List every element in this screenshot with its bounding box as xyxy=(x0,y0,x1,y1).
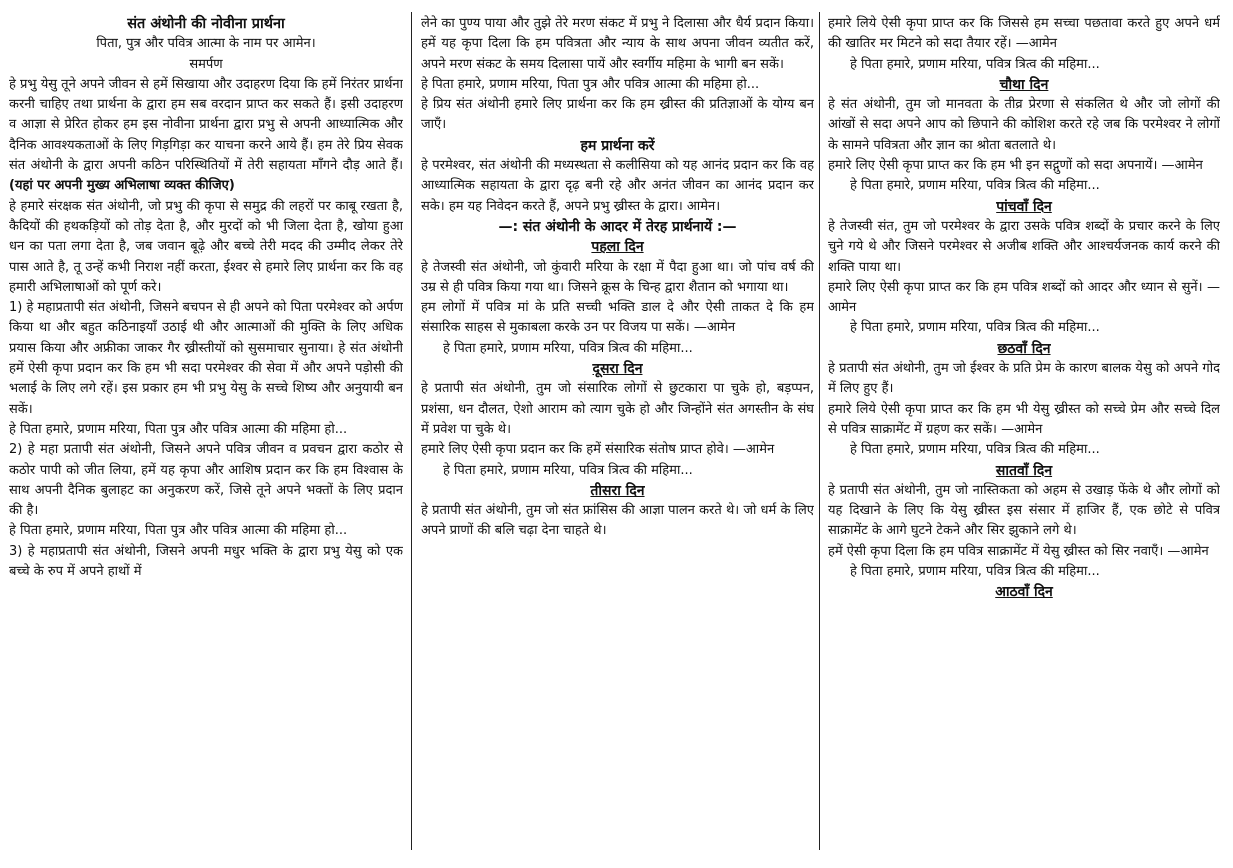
day-2-request: हमारे लिए ऐसी कृपा प्रदान कर कि हमें संसारिक संतोष प्राप्त होवे। —आमेन xyxy=(421,442,775,458)
day-4-refrain: हे पिता हमारे, प्रणाम मरिया, पवित्र त्रित्व की महिमा... xyxy=(850,178,1100,194)
day-4-heading: चौथा दिन xyxy=(999,76,1049,93)
day-3-request: हमारे लिये ऐसी कृपा प्राप्त कर कि जिससे हम सच्चा पछतावा करते हुए अपने धर्म की खातिर मर मिटने को सदा तैयार रहें। —आमेन xyxy=(828,16,1220,52)
column-1 xyxy=(9,14,403,854)
day-1-request: हम लोगों में पवित्र मां के प्रति सच्ची भक्ति डाल दे और ऐसी ताकत दे कि हम संसारिक साहस से मुकाबला करके उन पर विजय पा सकें। —आमेन xyxy=(421,300,814,336)
let-us-pray-heading: हम प्रार्थना करें xyxy=(580,137,655,154)
day-2-heading: दूसरा दिन xyxy=(592,361,643,378)
day-1-heading: पहला दिन xyxy=(591,239,644,256)
day-3-refrain: हे पिता हमारे, प्रणाम मरिया, पवित्र त्रित्व की महिमा... xyxy=(850,56,1100,72)
column-2 xyxy=(421,14,814,854)
day-1-text: हे तेजस्वी संत अंथोनी, जो कुंवारी मरिया के रक्षा में पैदा हुआ था। जो पांच वर्ष की उम्र से ही पवित्र किया गया था। जिसने क्रूस के चिन्ह द्वारा शैतान को भगाया था। xyxy=(421,259,814,295)
day-8-heading: आठवाँ दिन xyxy=(995,584,1053,601)
day-7-request: हमें ऐसी कृपा दिला कि हम पवित्र साक्रामेंट में येसु ख्रीस्त को सिर नवाएँ। —आमेन xyxy=(828,543,1209,559)
day-6-text: हे प्रतापी संत अंथोनी, तुम जो ईश्वर के प्रति प्रेम के कारण बालक येसु को अपने गोद में लिए हुए हैं। xyxy=(828,361,1220,397)
day-7-refrain: हे पिता हमारे, प्रणाम मरिया, पवित्र त्रित्व की महिमा... xyxy=(850,564,1100,580)
day-4-request: हमारे लिए ऐसी कृपा प्राप्त कर कि हम भी इन सद्गुणों को सदा अपनायें। —आमेन xyxy=(828,158,1203,174)
day-2-text: हे प्रतापी संत अंथोनी, तुम जो संसारिक लोगों से छुटकारा पा चुके हो, बड़प्पन, प्रशंसा, धन दौलत, ऐशो आराम को त्याग चुके हो और जिन्होंने संत अगस्तीन के संघ में प्रवेश पा चुके थे। xyxy=(421,381,814,437)
column-divider-2 xyxy=(819,12,820,850)
prayer-3-end: लेने का पुण्य पाया और तुझे तेरे मरण संकट में प्रभु ने दिलासा और धैर्य प्रदान किया। हमें यह कृपा दिला कि हम पवित्रता और न्याय के साथ अपना जीवन व्यतीत करें, अपने मरण संकट के समय दिलासा पायें और स्वर्गीय महिमा के भागी बन सकें। xyxy=(421,16,814,72)
day-5-text: हे तेजस्वी संत, तुम जो परमेश्वर के द्वारा उसके पवित्र शब्दों के प्रचार करने के लिए चुने गये थे और जिसने परमेश्वर से अजीब शक्ति और आश्चर्यजनक कार्य करने की शक्ति पाया था। xyxy=(828,218,1220,275)
day-3-text: हे प्रतापी संत अंथोनी, तुम जो संत फ्रांसिस की आज्ञा पालन करते थे। जो धर्म के लिए अपने प्राणों की बलि चढ़ा देना चाहते थे। xyxy=(421,503,814,539)
day-3-heading: तीसरा दिन xyxy=(590,482,645,499)
protector-paragraph: हे हमारे संरक्षक संत अंथोनी, जो प्रभु की कृपा से समुद्र की लहरों पर काबू रखता है, कैदियों की हथकड़ियों को तोड़ देता है, और मुरदों को भी जिला देता है, खोया हुआ धन का पता लगा देता है, जब जवान बूढ़े और बच्चे तेरी मदद की उम्मीद लेकर तेरे पास आते है, तू उन्हें कभी निराश नहीं करता, ईश्वर से हमारे लिए प्रार्थना कर कि वह हमारी अभिलाषाओं को पूर्ण करे। xyxy=(9,198,403,295)
prayer-1: 1) हे महाप्रतापी संत अंथोनी, जिसने बचपन से ही अपने को पिता परमेश्वर को अर्पण किया था और बहुत कठिनाइयाँ उठाई थी और आत्माओं की मुक्ति के लिए अधिक प्रयास किया और अफ्रीका जाकर गैर ख्रीस्तीयों को सुसमाचार सुनाया। हे संत अंथोनी हमें ऐसी कृपा प्रदान कर कि हम भी सदा परमेश्वर की सेवा में और अपने पड़ोसी की भलाई के लिए लगे रहें। इस प्रकार हम भी प्रभु येसु के सच्चे शिष्य और अनुयायी बन सकें। xyxy=(9,300,403,417)
day-7-heading: सातवाँ दिन xyxy=(995,462,1053,479)
day-5-heading: पांचवाँ दिन xyxy=(996,198,1052,215)
dedication-heading: समर्पण xyxy=(189,56,223,72)
day-6-request: हमारे लिये ऐसी कृपा प्राप्त कर कि हम भी येसु ख्रीस्त को सच्चे प्रेम और सच्चे दिल से पवित्र साक्रामेंट में ग्रहण कर सकें। —आमेन xyxy=(828,401,1220,437)
dedication-paragraph xyxy=(9,75,403,197)
glory-refrain-2: हे पिता हमारे, प्रणाम मरिया, पिता पुत्र और पवित्र आत्मा की महिमा हो... xyxy=(9,523,348,539)
day-6-refrain: हे पिता हमारे, प्रणाम मरिया, पवित्र त्रित्व की महिमा... xyxy=(850,442,1100,458)
document-title: संत अंथोनी की नोवीना प्रार्थना xyxy=(127,16,285,32)
prayer-2: 2) हे महा प्रतापी संत अंथोनी, जिसने अपने पवित्र जीवन व प्रवचन द्वारा कठोर से कठोर पापी को जीत लिया, हमें यह कृपा और आशिष प्रदान कर कि हम विश्वास के साथ अपनी दैनिक बुलाहट का अनुकरण करें, जिसे तूने अपने भक्तों के लिए प्रदान की है। xyxy=(9,442,403,519)
thirteen-prayers-heading: —: संत अंथोनी के आदर में तेरह प्रार्थनायें :— xyxy=(498,218,737,235)
column-divider-1 xyxy=(411,12,412,850)
day-7-text: हे प्रतापी संत अंथोनी, तुम जो नास्तिकता को अहम से उखाड़ फेंके थे और लोगों को यह दिखाने के लिए कि येसु ख्रीस्त इस संसार में हाजिर हैं, एक छोटे से पवित्र साक्रामेंट के आगे घुटने टेकने और सिर झुकाने लगे थे। xyxy=(828,482,1220,539)
prayer-3-start: 3) हे महाप्रतापी संत अंथोनी, जिसने अपनी मधुर भक्ति के द्वारा प्रभु येसु को एक बच्चे के रुप में अपने हाथों में xyxy=(9,543,403,580)
column-3 xyxy=(828,14,1220,854)
dedication-text: हे प्रभु येसु तूने अपने जीवन से हमें सिखाया और उदाहरण दिया कि हमें निरंतर प्रार्थना करनी चाहिए तथा प्रार्थना के द्वारा हम सब वरदान प्राप्त कर सकते हैं। इसी उदाहरण व आज्ञा से प्रेरित होकर हम इस नोवीना प्रार्थना द्वारा प्रभु से अपनी आध्यात्मिक और दैनिक आवश्यकताओं के लिए गिड़गिड़ा कर याचना करने आये हैं। हम तेरे प्रिय सेवक संत अंथोनी के द्वारा अपनी कठिन परिस्थितियों में तेरी सहायता माँगने दौड़ आते हैं। xyxy=(9,76,403,174)
subtitle: पिता, पुत्र और पवित्र आत्मा के नाम पर आमेन। xyxy=(96,36,316,52)
day-5-request: हमारे लिए ऐसी कृपा प्राप्त कर कि हम पवित्र शब्दों को आदर और ध्यान से सुनें। —आमेन xyxy=(828,279,1220,316)
pray-for-us: हे प्रिय संत अंथोनी हमारे लिए प्रार्थना कर कि हम ख्रीस्त की प्रतिज्ञाओं के योग्य बन जाएँ। xyxy=(421,97,814,133)
day-6-heading: छठवाँ दिन xyxy=(997,340,1051,357)
glory-refrain-1: हे पिता हमारे, प्रणाम मरिया, पिता पुत्र और पवित्र आत्मा की महिमा हो... xyxy=(9,421,348,437)
day-2-refrain: हे पिता हमारे, प्रणाम मरिया, पवित्र त्रित्व की महिमा... xyxy=(443,462,693,478)
glory-refrain-3: हे पिता हमारे, प्रणाम मरिया, पिता पुत्र और पवित्र आत्मा की महिमा हो... xyxy=(421,76,760,92)
dedication-note: (यहां पर अपनी मुख्य अभिलाषा व्यक्त कीजिए) xyxy=(9,178,235,194)
day-1-refrain: हे पिता हमारे, प्रणाम मरिया, पवित्र त्रित्व की महिमा... xyxy=(443,340,693,356)
let-us-pray-text: हे परमेश्वर, संत अंथोनी की मध्यस्थता से कलीसिया को यह आनंद प्रदान कर कि वह आध्यात्मिक सहायता के द्वारा दृढ़ बनी रहे और अनंत जीवन का आनंद प्रदान कर सके। हम यह निवेदन करते हैं, अपने प्रभु ख्रीस्त के द्वारा। आमेन। xyxy=(421,158,814,214)
day-4-text: हे संत अंथोनी, तुम जो मानवता के तीव्र प्रेरणा से संकलित थे और जो लोगों की आंखों से सदा अपने आप को छिपाने की कोशिश करते रहे जब कि परमेश्वर ने लोगों के सामने पवित्रता और ज्ञान का श्रोता बतलाते थे। xyxy=(828,97,1220,153)
day-5-refrain: हे पिता हमारे, प्रणाम मरिया, पवित्र त्रित्व की महिमा... xyxy=(850,320,1100,336)
